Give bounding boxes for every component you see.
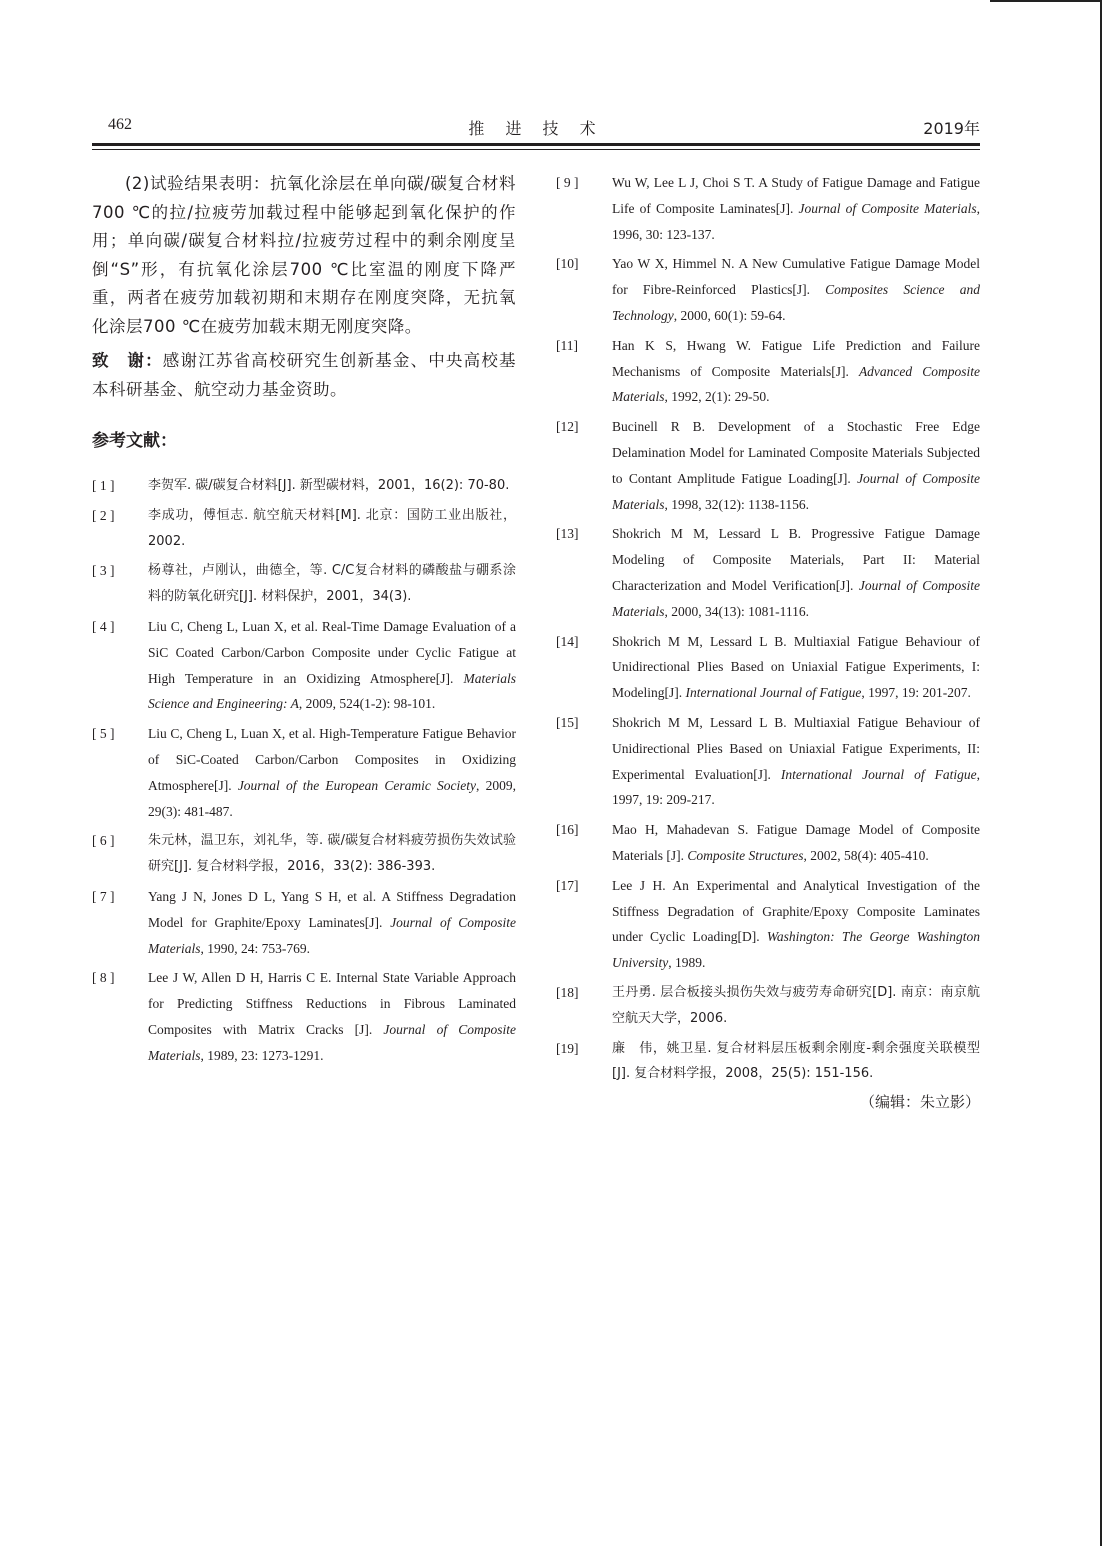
reference-tail: , 1992, 2(1): 29-50. bbox=[664, 389, 770, 405]
reference-number: [ 5 ] bbox=[92, 726, 115, 742]
reference-text bbox=[612, 414, 980, 517]
reference-number: [12] bbox=[556, 419, 579, 435]
reference-body: 朱元林，温卫东，刘礼华，等. 碳/碳复合材料疲劳损伤失效试验研究[J]. 复合材料学报，2016，33(2): 386-393. bbox=[148, 833, 516, 875]
reference-number: [16] bbox=[556, 822, 579, 838]
reference-number: [ 1 ] bbox=[92, 478, 115, 493]
reference-body: 王丹勇. 层合板接头损伤失效与疲劳寿命研究[D]. 南京：南京航空航天大学，2006. bbox=[612, 984, 980, 1026]
reference-source: Composite Structures bbox=[687, 847, 804, 863]
reference-tail: , 2002, 58(4): 405-410. bbox=[803, 847, 929, 863]
reference-body: 廉 伟，姚卫星. 复合材料层压板剩余刚度-剩余强度关联模型[J]. 复合材料学报，2008，25(5): 151-156. bbox=[612, 1040, 980, 1082]
reference-body: 杨尊社，卢刚认，曲德全，等. C/C复合材料的磷酸盐与硼系涂料的防氧化研究[J]. 材料保护，2001，34(3). bbox=[148, 563, 516, 605]
reference-source: Journal of Composite Materials bbox=[612, 577, 980, 619]
reference-body: Han K S, Hwang W. Fatigue Life Prediction and Failure Mechanisms of Composite Materials[J]. bbox=[612, 337, 980, 379]
publication-year: 2019年 bbox=[923, 119, 980, 138]
reference-tail: , 2000, 60(1): 59-64. bbox=[673, 307, 786, 323]
reference-number: [18] bbox=[556, 984, 579, 1000]
reference-text bbox=[148, 558, 516, 610]
reference-tail: , 2009, 29(3): 481-487. bbox=[148, 777, 517, 819]
reference-entry bbox=[556, 414, 980, 517]
header-rule-thin bbox=[92, 149, 980, 150]
journal-title: 推 进 技 术 bbox=[468, 119, 604, 138]
reference-number: [ 8 ] bbox=[92, 970, 115, 986]
reference-body: Shokrich M M, Lessard L B. Multiaxial Fatigue Behaviour of Unidirectional Plies Based on Uniaxial Fatigue Experiments, II: Experimental Evaluation[J]. bbox=[612, 714, 980, 782]
reference-list-left bbox=[92, 473, 516, 1069]
reference-number: [ 3 ] bbox=[92, 563, 115, 579]
reference-number: [13] bbox=[556, 526, 579, 542]
reference-tail: , 2009, 524(1-2): 98-101. bbox=[298, 696, 436, 712]
reference-tail: , 1998, 32(12): 1138-1156. bbox=[664, 496, 809, 512]
reference-body: Wu W, Lee L J, Choi S T. A Study of Fatigue Damage and Fatigue Life of Composite Laminates[J]. bbox=[612, 175, 980, 216]
acknowledgement bbox=[92, 347, 516, 404]
reference-source: International Journal of Fatigue bbox=[685, 685, 862, 701]
reference-text bbox=[612, 333, 980, 410]
reference-entry bbox=[556, 333, 980, 410]
reference-body: Liu C, Cheng L, Luan X, et al. High-Temperature Fatigue Behavior of SiC-Coated Carbon/Carbon Composites in Oxidizing Atmosphere[J]. bbox=[148, 726, 516, 793]
reference-number: [ 7 ] bbox=[92, 888, 115, 904]
reference-entry bbox=[556, 1036, 980, 1088]
reference-text bbox=[612, 817, 980, 869]
reference-text bbox=[612, 521, 980, 624]
reference-text bbox=[148, 828, 516, 880]
reference-list-right bbox=[556, 170, 980, 1087]
reference-source: Journal of the European Ceramic Society bbox=[237, 777, 477, 793]
reference-body: Lee J H. An Experimental and Analytical Investigation of the Stiffness Degradation of Graphite/Epoxy Composite Laminates under Cyclic Loading[D]. bbox=[612, 877, 980, 945]
acknowledgement-text: 感谢江苏省高校研究生创新基金、中央高校基本科研基金、航空动力基金资助。 bbox=[92, 351, 517, 399]
reference-source: Journal of Composite Materials bbox=[148, 1021, 516, 1063]
header-rule-thick bbox=[92, 143, 980, 146]
reference-number: [ 4 ] bbox=[92, 618, 115, 634]
page-number: 462 bbox=[108, 116, 132, 133]
reference-source: Journal of Composite Materials bbox=[798, 200, 977, 216]
reference-number: [ 6 ] bbox=[92, 833, 115, 849]
reference-number: [17] bbox=[556, 877, 579, 893]
reference-number: [10] bbox=[556, 256, 579, 272]
crop-mark-top bbox=[990, 0, 1102, 2]
reference-text bbox=[612, 251, 980, 328]
reference-text bbox=[612, 980, 980, 1032]
left-column bbox=[92, 170, 516, 1073]
reference-entry bbox=[556, 980, 980, 1032]
reference-source: Composites Science and Technology bbox=[612, 282, 980, 323]
reference-entry bbox=[92, 721, 516, 824]
reference-body: Liu C, Cheng L, Luan X, et al. Real-Time Damage Evaluation of a SiC Coated Carbon/Carbon Composite under Cyclic Fatigue at High Temperature in an Oxidizing Atmosphere[J]. bbox=[148, 618, 516, 686]
reference-tail: , 2000, 34(13): 1081-1116. bbox=[664, 603, 809, 619]
reference-text bbox=[612, 629, 980, 706]
reference-source: Washington: The George Washington University bbox=[612, 929, 980, 971]
reference-body: Yang J N, Jones D L, Yang S H, et al. A Stiffness Degradation Model for Graphite/Epoxy Laminates[J]. bbox=[148, 888, 516, 930]
reference-body: Bucinell R B. Development of a Stochastic Free Edge Delamination Model for Laminated Composite Materials Subjected to Contant Amplitude Fatigue Loading[J]. bbox=[612, 419, 980, 486]
references-heading: 参考文献： bbox=[92, 431, 177, 451]
reference-number: [14] bbox=[556, 633, 579, 649]
reference-text bbox=[612, 1036, 980, 1088]
reference-text bbox=[612, 170, 980, 247]
reference-tail: , 1997, 19: 209-217. bbox=[612, 766, 981, 808]
reference-number: [ 2 ] bbox=[92, 507, 115, 523]
reference-tail: , 1996, 30: 123-137. bbox=[612, 200, 980, 242]
reference-text bbox=[148, 965, 516, 1068]
reference-body: Mao H, Mahadevan S. Fatigue Damage Model of Composite Materials [J]. bbox=[612, 822, 980, 863]
reference-entry bbox=[556, 710, 980, 813]
reference-entry bbox=[92, 965, 516, 1068]
conclusion-paragraph: (2)试验结果表明：抗氧化涂层在单向碳/碳复合材料700 ℃的拉/拉疲劳加载过程中能够起到氧化保护的作用；单向碳/碳复合材料拉/拉疲劳过程中的剩余刚度呈倒“S”形，有抗氧化涂层700 ℃比室温的刚度下降严重，两者在疲劳加载初期和末期存在刚度突降，无抗氧化涂层700 ℃在疲劳加载末期无刚度突降。 bbox=[92, 174, 516, 336]
reference-source: Journal of Composite Materials bbox=[148, 914, 516, 956]
reference-tail: , 1997, 19: 201-207. bbox=[861, 685, 971, 701]
reference-text bbox=[148, 473, 516, 499]
editor-note: （编辑：朱立影） bbox=[859, 1093, 980, 1112]
reference-text bbox=[148, 884, 516, 961]
reference-entry bbox=[92, 828, 516, 880]
reference-source: Journal of Composite Materials bbox=[612, 470, 980, 512]
reference-tail: , 1989. bbox=[668, 955, 706, 971]
reference-source: Advanced Composite Materials bbox=[612, 363, 980, 405]
reference-entry bbox=[556, 521, 980, 624]
reference-source: Materials Science and Engineering: A bbox=[148, 670, 516, 712]
right-column bbox=[556, 170, 980, 1112]
reference-entry bbox=[92, 503, 516, 555]
reference-source: International Journal of Fatigue bbox=[780, 766, 977, 782]
reference-text bbox=[612, 873, 980, 976]
reference-body: 李贺军. 碳/碳复合材料[J]. 新型碳材料，2001，16(2): 70-80. bbox=[148, 478, 510, 493]
reference-text bbox=[148, 503, 516, 555]
reference-number: [ 9 ] bbox=[556, 175, 579, 190]
reference-tail: , 1990, 24: 753-769. bbox=[200, 940, 310, 956]
reference-tail: , 1989, 23: 1273-1291. bbox=[200, 1047, 324, 1063]
page-header bbox=[92, 116, 980, 142]
reference-entry bbox=[92, 473, 516, 499]
reference-entry bbox=[556, 817, 980, 869]
reference-body: Shokrich M M, Lessard L B. Progressive Fatigue Damage Modeling of Composite Materials, Part II: Material Characterization and Model Verification[J]. bbox=[612, 526, 980, 593]
reference-entry bbox=[556, 170, 980, 247]
reference-body: Yao W X, Himmel N. A New Cumulative Fatigue Damage Model for Fibre-Reinforced Plastics[J]. bbox=[612, 256, 980, 298]
acknowledgement-label: 致 谢： bbox=[92, 351, 163, 370]
reference-body: 李成功，傅恒志. 航空航天材料[M]. 北京：国防工业出版社，2002. bbox=[148, 507, 516, 549]
reference-entry bbox=[556, 251, 980, 328]
reference-number: [11] bbox=[556, 337, 578, 353]
reference-text bbox=[148, 721, 516, 824]
reference-entry bbox=[92, 884, 516, 961]
reference-entry bbox=[92, 614, 516, 717]
reference-entry bbox=[92, 558, 516, 610]
reference-number: [15] bbox=[556, 714, 579, 730]
reference-number: [19] bbox=[556, 1040, 579, 1056]
reference-text bbox=[612, 710, 980, 813]
reference-text bbox=[148, 614, 516, 717]
reference-entry bbox=[556, 629, 980, 706]
reference-body: Shokrich M M, Lessard L B. Multiaxial Fatigue Behaviour of Unidirectional Plies Based on Uniaxial Fatigue Experiments, I: Modeling[J]. bbox=[612, 633, 980, 701]
reference-entry bbox=[556, 873, 980, 976]
reference-body: Lee J W, Allen D H, Harris C E. Internal State Variable Approach for Predicting Stiffness Reductions in Fibrous Laminated Composites with Matrix Cracks [J]. bbox=[148, 970, 516, 1037]
